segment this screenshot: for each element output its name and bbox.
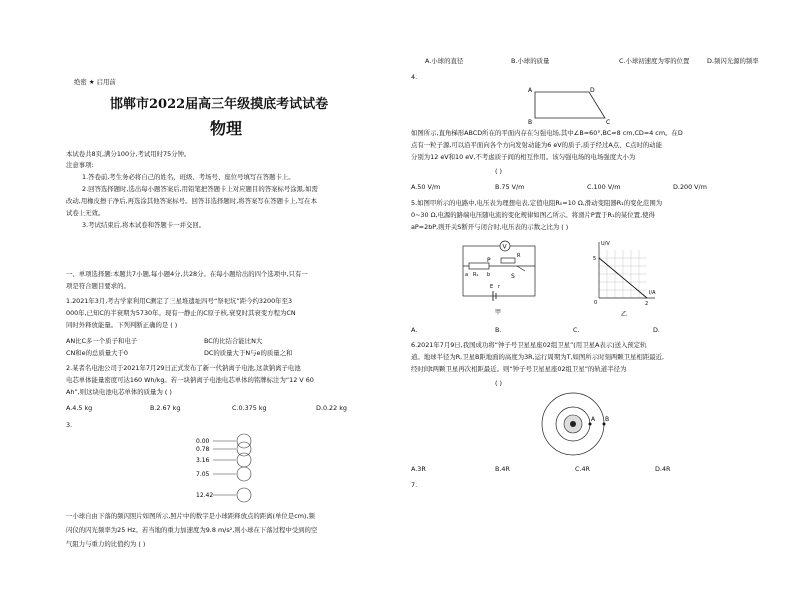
- terminal-a-label: a: [465, 272, 469, 278]
- resistor-r0: [501, 258, 515, 263]
- note-2a: 2.回答选择题时,选出每小题答案后,用铅笔把答题卡上对应题目的答案标号涂黑,如需: [82, 185, 318, 193]
- q1-option-c: CN和e的总质量大于0: [66, 349, 128, 357]
- q5-option-b: B.: [495, 326, 502, 334]
- x-tick-2: 2: [645, 301, 649, 307]
- q3-line1: 一小球自由下落的频闪照片如图所示,照片中的数字是小球距释放点的距离(单位是cm),频: [66, 512, 315, 520]
- ball-label-3: 7.05: [196, 471, 210, 478]
- q2-option-b: B.2.67 kg: [150, 404, 181, 412]
- earth-core: [570, 421, 576, 427]
- subject-title: 物理: [210, 119, 243, 138]
- note-3: 3.考试结束后,将本试卷和答题卡一并交回。: [82, 221, 206, 229]
- notes-heading: 注意事项:: [66, 161, 94, 169]
- figure-caption-jia: 甲: [495, 309, 502, 316]
- q2-option-a: A.4.5 kg: [66, 404, 93, 412]
- q1-option-d: DC的质量大于N与e的质量之和: [204, 349, 293, 357]
- terminal-b-label: b: [487, 272, 491, 278]
- ball-label-1: 0.78: [196, 446, 210, 453]
- note-1: 1.答卷前,考生务必将自己的姓名、班级、考场号、座位号填写在答题卡上。: [82, 173, 295, 181]
- switch-icon: [517, 266, 525, 271]
- q2-line3: Ah”,则这块电池电芯单体的质量为 ( ): [66, 388, 172, 396]
- q1-option-a: AN比C多一个质子和电子: [66, 337, 138, 345]
- q3-number: 3.: [66, 421, 73, 429]
- circuit-figure: [457, 238, 547, 320]
- q2-option-c: C.0.375 kg: [232, 404, 267, 412]
- q4-option-a: A.50 V/m: [411, 183, 441, 191]
- r1-label: R₁: [473, 272, 479, 278]
- q5-line3: aP=2bP,则开关S断开与闭合时,电压表的示数之比为 ( ): [411, 223, 569, 231]
- rheostat: [469, 263, 489, 269]
- right-page: [397, 0, 794, 606]
- q6-option-b: B.4R: [495, 465, 510, 473]
- q1-line1: 1.2021年3月,考古学家利用C测定了三星堆遗址四号“祭祀坑”距今约3200年至3: [66, 297, 293, 305]
- ball-3: [196, 467, 251, 481]
- point-c-label: C: [606, 119, 611, 126]
- origin-label: 0: [594, 300, 598, 306]
- ball-4: [196, 488, 251, 502]
- q4-line1: 如图所示,直角梯形ABCD所在的平面内存在匀强电场,其中∠B=60°,BC=8 cm,CD=4 cm。在D: [411, 129, 683, 137]
- q6-line2: 道。地球半径为R,卫星B距地面的高度为3R,运行周期为T,如图所示时刻两颗卫星相距最近,: [411, 353, 665, 361]
- trapezoid-figure: [527, 84, 617, 126]
- note-2b: 改动,用橡皮擦干净后,再选涂其他答案标号。回答非选择题时,将答案写在答题卡上,写在本: [66, 197, 317, 205]
- point-a-label: A: [528, 87, 533, 94]
- q4-number: 4.: [411, 73, 418, 81]
- note-2c: 试卷上无效。: [66, 209, 105, 217]
- q2-line1: 2.某者名电池公司于2021年7月29日正式发布了新一代钠离子电池,这款钠离子电池: [66, 364, 301, 372]
- q6-option-a: A.3R: [411, 465, 426, 473]
- resistor-label: R: [517, 253, 521, 259]
- q3-line2: 闪仪的闪光频率为25 Hz。若当地的重力加速度为9.8 m/s²,则小球在下落过程中受到的空: [66, 526, 318, 534]
- q4-option-b: B.75 V/m: [495, 183, 525, 191]
- point-d-label: D: [590, 87, 595, 94]
- internal-r-label: r: [498, 284, 501, 290]
- section-heading: 一、单项选择题:本题共7小题,每小题4分,共28分。在每小题给出的四个选项中,只有一: [66, 270, 308, 278]
- q4-option-c: C.100 V/m: [587, 183, 621, 191]
- orbit-figure: [533, 388, 613, 460]
- q1-option-b: BC的比结合能比N大: [204, 337, 263, 345]
- strobe-photo-figure: [190, 430, 270, 510]
- q2-option-d: D.0.22 kg: [316, 404, 347, 412]
- y-axis-label: U/V: [601, 241, 610, 247]
- ball-label-0: 0.00: [196, 438, 210, 445]
- q1-line2: 000年,已知C的半衰期为5730年。现有一静止的C原子核,衰变时其衰变方程为CN: [66, 309, 296, 317]
- ball-label-2: 3.16: [196, 457, 210, 464]
- intro-line: 本试卷共8页,满分100分,考试用时75分钟。: [66, 150, 191, 158]
- q6-option-d: D.4R: [655, 465, 671, 473]
- figure-caption-yi: 乙: [621, 311, 628, 318]
- q2-line2: 电芯单体能量密度可达160 Wh/kg。若一块钠离子电池电芯单体的铭牌标注为“12 V 60: [66, 376, 314, 384]
- q6-option-c: C.4R: [575, 465, 590, 473]
- q6-line1: 6.2021年7月9日,我国成功将“钟子号卫星星座02组卫星”(用卫星A表示)送入预定轨: [411, 341, 647, 349]
- u-i-graph: [585, 236, 665, 320]
- q6-line3: 经时间t两颗卫星再次相距最近。则“钟子号卫星星座02组卫星”的轨道半径为: [411, 365, 627, 373]
- q5-option-c: C.: [573, 326, 580, 334]
- q5-line1: 5.如图甲所示的电路中,电压表为理想电表,定值电阻R₀=10 Ω,滑动变阻器R₁的变化范围为: [411, 199, 663, 207]
- satellite-a-label: A: [591, 416, 596, 423]
- q5-option-d: D.: [653, 326, 660, 334]
- switch-label: S: [511, 273, 515, 280]
- q3-cont-option-b: B.小球的质量: [511, 57, 550, 65]
- q5-line2: 0~30 Ω,电源的路端电压随电流的变化规律如图乙所示。将滑片P置于R₁的某位置,使得: [411, 211, 655, 219]
- emf-label: E: [490, 284, 494, 290]
- x-axis-label: I/A: [649, 290, 656, 296]
- q3-cont-option-c: C.小球初速度为零的位置: [619, 57, 690, 65]
- q7-number: 7.: [411, 481, 418, 489]
- ball-2: [196, 453, 251, 467]
- q3-cont-option-d: D.频闪光源的频率: [707, 57, 759, 65]
- ball-label-4: 12.42: [196, 492, 214, 499]
- q6-line4: ( ): [495, 379, 503, 387]
- q4-line2: 点有一粒子源,可以沿平面向各个方向发射动能为6 eV的质子,质子经过A点、C点时的动能: [411, 141, 662, 149]
- point-b-label: B: [528, 119, 533, 126]
- q4-line4: ( ): [495, 167, 503, 175]
- slider-p-label: P: [487, 257, 491, 264]
- q5-option-a: A.: [411, 326, 418, 334]
- section-heading-2: 项是符合题目要求的。: [66, 282, 130, 290]
- voltmeter-label: V: [502, 243, 507, 251]
- q4-line3: 分别为12 eV和10 eV,不考虑质子间的相互作用。该匀强电场的电场强度大小为: [411, 153, 636, 161]
- q1-line3: 同时外释放能量。下列判断正确的是 ( ): [66, 321, 178, 329]
- secret-label: 绝密 ★ 启用前: [74, 78, 116, 86]
- satellite-b-label: B: [605, 416, 610, 423]
- q3-line3: 气阻力与重力的比值约为 ( ): [66, 540, 146, 548]
- y-tick-5: 5: [593, 256, 597, 262]
- q4-option-d: D.200 V/m: [673, 183, 707, 191]
- exam-title: 邯郸市2022届高三年级摸底考试试卷: [110, 97, 329, 112]
- q3-cont-option-a: A.小球的直径: [425, 57, 464, 65]
